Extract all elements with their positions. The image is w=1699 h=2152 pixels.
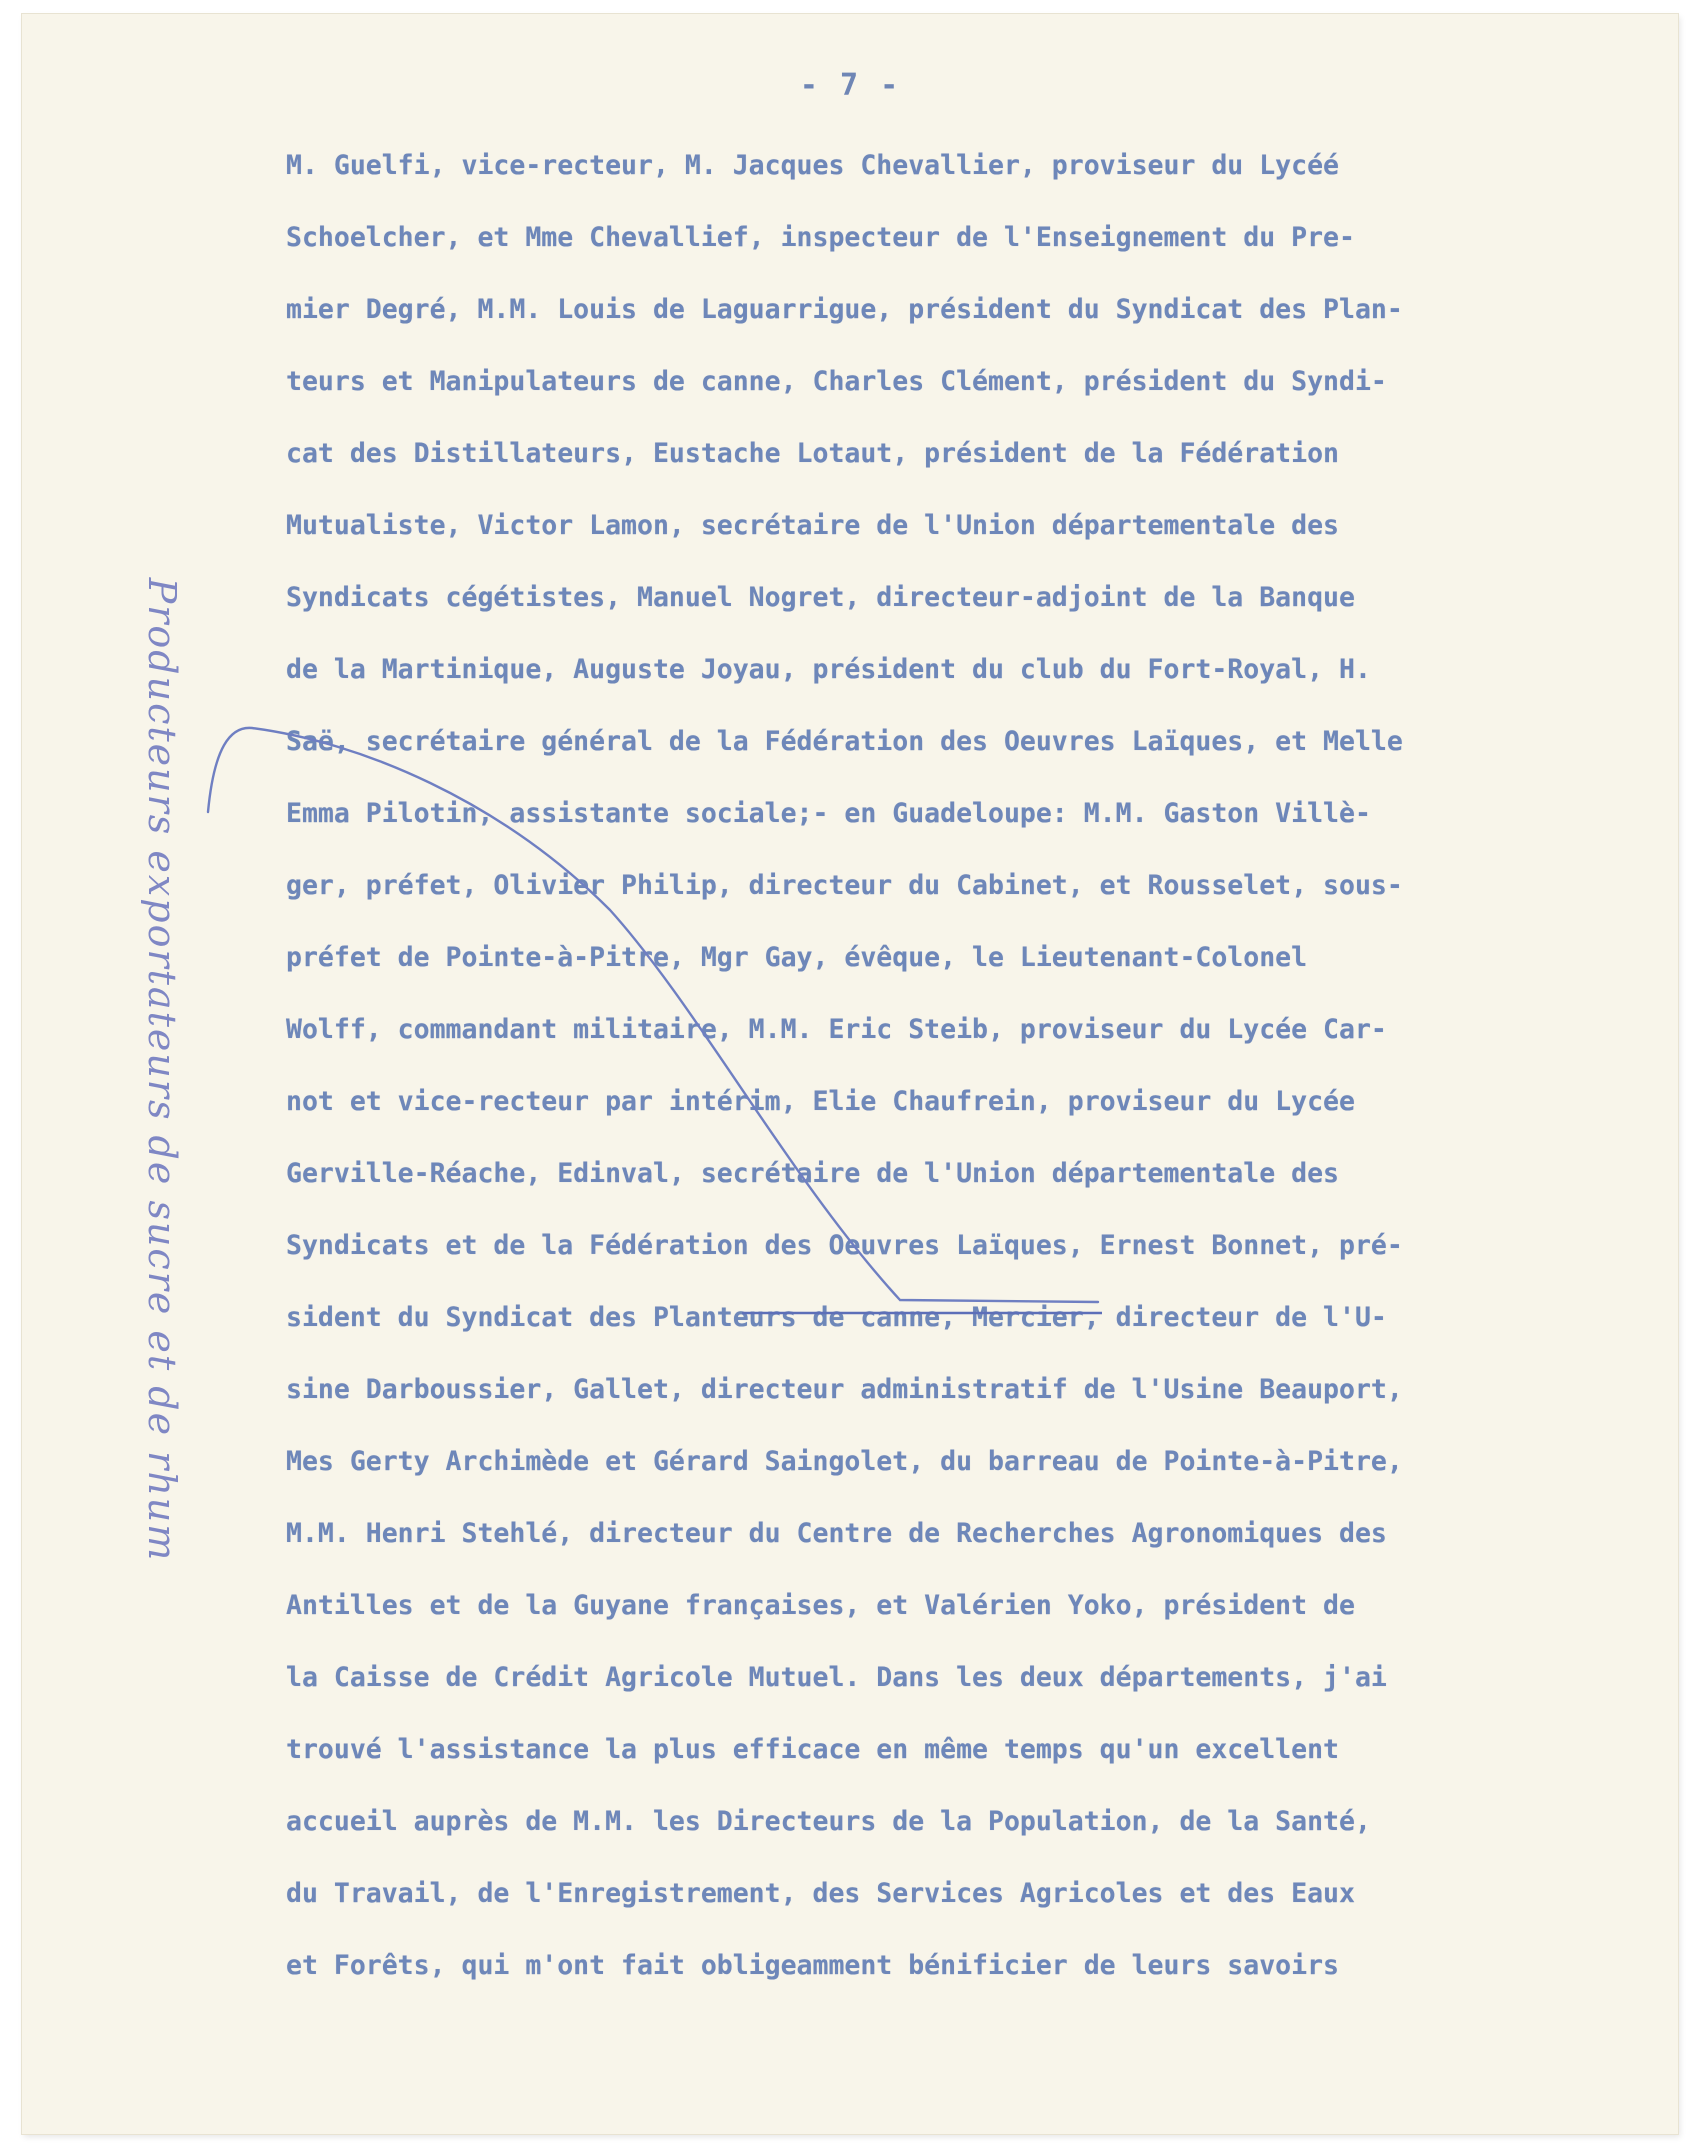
text-line: ger, préfet, Olivier Philip, directeur du Cabinet, et Rousselet, sous- [286, 870, 1403, 901]
text-line: Gerville-Réache, Edinval, secrétaire de l'Union départementale des [286, 1158, 1339, 1189]
document-page [22, 14, 1678, 2134]
text-line: et Forêts, qui m'ont fait obligeamment bénificier de leurs savoirs [286, 1950, 1339, 1981]
text-line: la Caisse de Crédit Agricole Mutuel. Dans les deux départements, j'ai [286, 1662, 1387, 1693]
text-line: not et vice-recteur par intérim, Elie Chaufrein, proviseur du Lycée [286, 1086, 1355, 1117]
text-line: Schoelcher, et Mme Chevallief, inspecteur de l'Enseignement du Pre- [286, 222, 1355, 253]
text-line: sine Darboussier, Gallet, directeur administratif de l'Usine Beauport, [286, 1374, 1403, 1405]
text-line: de la Martinique, Auguste Joyau, président du club du Fort-Royal, H. [286, 654, 1371, 685]
text-line: cat des Distillateurs, Eustache Lotaut, président de la Fédération [286, 438, 1339, 469]
text-line: Emma Pilotin, assistante sociale;- en Guadeloupe: M.M. Gaston Villè- [286, 798, 1371, 829]
text-line: Mutualiste, Victor Lamon, secrétaire de l'Union départementale des [286, 510, 1339, 541]
text-line: teurs et Manipulateurs de canne, Charles Clément, président du Syndi- [286, 366, 1387, 397]
text-line: Syndicats cégétistes, Manuel Nogret, directeur-adjoint de la Banque [286, 582, 1355, 613]
text-line: préfet de Pointe-à-Pitre, Mgr Gay, évêque, le Lieutenant-Colonel [286, 942, 1308, 973]
text-line: accueil auprès de M.M. les Directeurs de la Population, de la Santé, [286, 1806, 1371, 1837]
text-line: M.M. Henri Stehlé, directeur du Centre de Recherches Agronomiques des [286, 1518, 1387, 1549]
text-line: Wolff, commandant militaire, M.M. Eric Steib, proviseur du Lycée Car- [286, 1014, 1387, 1045]
text-line: du Travail, de l'Enregistrement, des Services Agricoles et des Eaux [286, 1878, 1355, 1909]
text-line: Saë, secrétaire général de la Fédération des Oeuvres Laïques, et Melle [286, 726, 1403, 757]
text-line: Syndicats et de la Fédération des Oeuvres Laïques, Ernest Bonnet, pré- [286, 1230, 1403, 1261]
text-line: trouvé l'assistance la plus efficace en même temps qu'un excellent [286, 1734, 1339, 1765]
typewritten-body [286, 130, 1696, 2002]
page-number: - 7 - [799, 68, 901, 103]
handwritten-margin-note: Producteurs exportateurs de sucre et de rhum [140, 577, 184, 1563]
text-line: Antilles et de la Guyane françaises, et Valérien Yoko, président de [286, 1590, 1355, 1621]
text-line: sident du Syndicat des Planteurs de canne, Mercier, directeur de l'U- [286, 1302, 1387, 1333]
text-line: Mes Gerty Archimède et Gérard Saingolet, du barreau de Pointe-à-Pitre, [286, 1446, 1403, 1477]
text-line: mier Degré, M.M. Louis de Laguarrigue, président du Syndicat des Plan- [286, 294, 1403, 325]
text-line: M. Guelfi, vice-recteur, M. Jacques Chevallier, proviseur du Lycéé [286, 150, 1339, 181]
